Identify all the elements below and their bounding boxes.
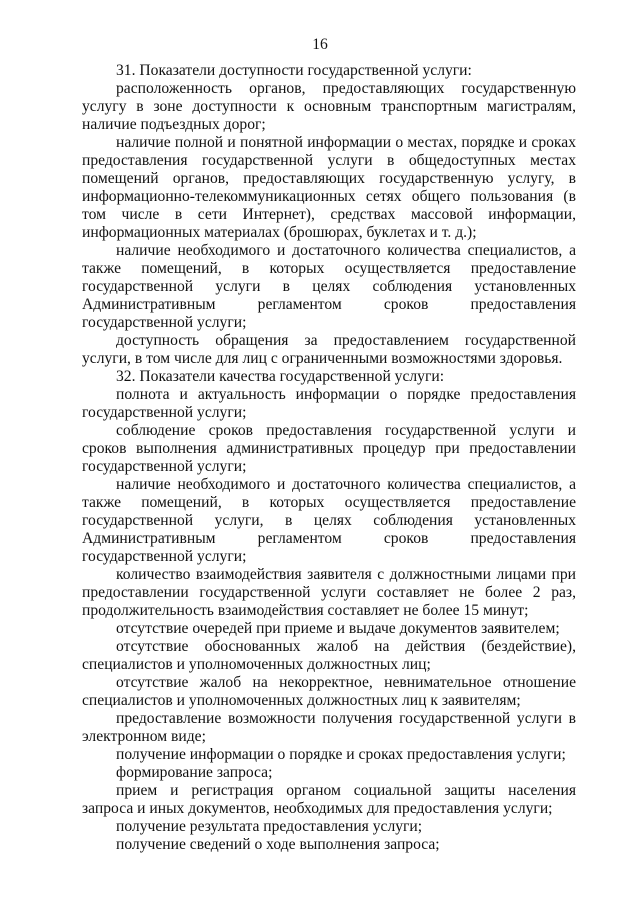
document-body	[82, 62, 576, 854]
paragraph: доступность обращения за предоставлением государственной услуги, в том числе для лиц с ограниченными возможностями здоровья.	[82, 332, 576, 367]
paragraph: наличие необходимого и достаточного количества специалистов, а также помещений, в которых осуществляется предоставление государственной услуги, в целях соблюдения установленных Административным регламентом сроков предоставления государственной услуги;	[82, 476, 576, 565]
paragraph: получение информации о порядке и сроках предоставления услуги;	[116, 746, 566, 763]
paragraph: количество взаимодействия заявителя с должностными лицами при предоставлении государственной услуги составляет не более 2 раз, продолжительность взаимодействия составляет не более 15 минут;	[82, 566, 576, 619]
paragraph: полнота и актуальность информации о порядке предоставления государственной услуги;	[82, 386, 576, 421]
page-number: 16	[312, 36, 328, 53]
paragraph: прием и регистрация органом социальной защиты населения запроса и иных документов, необходимых для предоставления услуги;	[82, 782, 576, 817]
paragraph: соблюдение сроков предоставления государственной услуги и сроков выполнения административных процедур при предоставлении государственной услуги;	[82, 422, 576, 475]
paragraph: отсутствие жалоб на некорректное, невнимательное отношение специалистов и уполномоченных должностных лиц к заявителям;	[82, 674, 576, 709]
paragraph: формирование запроса;	[116, 764, 273, 781]
paragraph: наличие необходимого и достаточного количества специалистов, а также помещений, в которых осуществляется предоставление государственной услуги в целях соблюдения установленных Административным регламентом сроков предоставления государственной услуги;	[82, 242, 576, 331]
paragraph: наличие полной и понятной информации о местах, порядке и сроках предоставления государственной услуги в общедоступных местах помещений органов, предоставляющих государственную услугу, в информационно-телекоммуникационных сетях общего пользования (в том числе в сети Интернет), средствах массовой информации, информационных материалах (брошюрах, буклетах и т. д.);	[82, 134, 576, 241]
paragraph: отсутствие очередей при приеме и выдаче документов заявителем;	[116, 620, 560, 637]
paragraph: расположенность органов, предоставляющих государственную услугу в зоне доступности к основным транспортным магистралям, наличие подъездных дорог;	[82, 80, 576, 133]
paragraph: получение сведений о ходе выполнения запроса;	[116, 836, 440, 853]
paragraph: отсутствие обоснованных жалоб на действия (бездействие), специалистов и уполномоченных должностных лиц;	[82, 638, 576, 673]
paragraph: предоставление возможности получения государственной услуги в электронном виде;	[82, 710, 576, 745]
paragraph-31-heading: 31. Показатели доступности государственной услуги:	[116, 62, 472, 79]
paragraph: получение результата предоставления услуги;	[116, 818, 423, 835]
paragraph-32-heading: 32. Показатели качества государственной услуги:	[116, 368, 445, 385]
